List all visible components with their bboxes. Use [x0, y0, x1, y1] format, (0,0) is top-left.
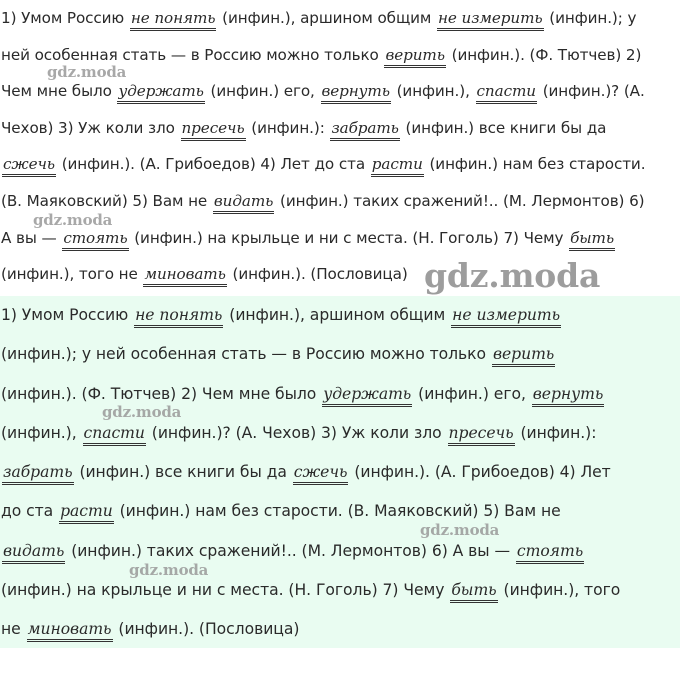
text-segment: 1) Умом Россию [1, 306, 134, 324]
infinitive-word: забрать [330, 119, 399, 141]
infinitive-word: стоять [62, 229, 128, 251]
text-segment: (инфин.) его, [413, 384, 531, 403]
infinitive-word: сжечь [293, 463, 349, 485]
text-segment: не [1, 620, 26, 639]
infinitive-word: стоять [516, 542, 584, 564]
answer-text-block-2 [0, 296, 680, 648]
text-segment: (инфин.), того не [1, 265, 143, 284]
infinitive-word: видать [2, 542, 65, 564]
text-segment: (инфин.). (А. Грибоедов) 4) Лет [349, 463, 611, 482]
infinitive-word: пресечь [448, 424, 515, 446]
text-segment: (инфин.); у ней особенная стать — в Россию можно только [1, 345, 491, 364]
text-line [1, 532, 680, 571]
infinitive-word: удержать [322, 385, 412, 407]
text-segment: ней особенная стать — в Россию можно только [1, 45, 384, 64]
infinitive-word: не понять [130, 9, 217, 31]
text-segment: (инфин.) таких сражений!.. (М. Лермонтов) 6) А вы — [66, 541, 515, 560]
text-segment: (инфин.) его, [205, 82, 320, 101]
text-segment: (инфин.). (А. Грибоедов) 4) Лет до ста [56, 155, 370, 174]
infinitive-word: расти [371, 155, 424, 177]
infinitive-word: миновать [27, 620, 113, 642]
infinitive-word: вернуть [532, 385, 605, 407]
infinitive-word: спасти [83, 424, 146, 446]
watermark-logo: gdz.moda [47, 63, 127, 81]
infinitive-word: миновать [143, 265, 226, 287]
infinitive-word: верить [492, 345, 555, 367]
infinitive-word: расти [59, 502, 114, 524]
infinitive-word: не измерить [437, 9, 544, 31]
text-segment: Чем мне было [1, 82, 117, 101]
text-segment: (инфин.) все книги бы да [74, 463, 292, 482]
text-segment: (инфин.), аршином общим [217, 9, 437, 27]
infinitive-word: не измерить [451, 306, 561, 328]
text-segment: (инфин.), [391, 82, 475, 101]
infinitive-word: забрать [2, 463, 74, 485]
text-line [1, 610, 680, 649]
text-segment: (инфин.) на крыльце и ни с места. (Н. Гоголь) 7) Чему [1, 581, 450, 600]
text-segment: А вы — [1, 228, 62, 247]
infinitive-word: быть [569, 229, 615, 251]
text-segment: до ста [1, 502, 59, 521]
infinitive-word: верить [384, 46, 445, 68]
text-line [1, 492, 680, 531]
answer-text-block-1 [0, 0, 680, 296]
text-segment: (инфин.), [1, 423, 82, 442]
text-line [1, 110, 680, 147]
text-line [1, 0, 680, 37]
text-segment: (инфин.). (Пословица) [227, 265, 408, 284]
text-line [1, 146, 680, 183]
infinitive-word: пресечь [181, 119, 246, 141]
text-line [1, 571, 680, 610]
text-segment: (инфин.). (Пословица) [113, 620, 300, 639]
text-line [1, 453, 680, 492]
text-segment: (инфин.)? (А. [537, 82, 645, 101]
text-segment: (В. Маяковский) 5) Вам не [1, 191, 212, 210]
text-segment: Чехов) 3) Уж коли зло [1, 118, 180, 137]
infinitive-word: не понять [134, 306, 223, 328]
text-segment: (инфин.), того [498, 581, 621, 600]
text-segment: 1) Умом Россию [1, 9, 129, 27]
infinitive-word: удержать [117, 82, 204, 104]
text-line [1, 296, 680, 335]
infinitive-word: вернуть [321, 82, 391, 104]
text-segment: (инфин.) нам без старости. [424, 155, 646, 174]
text-segment: (инфин.) все книги бы да [400, 118, 607, 137]
text-segment: (инфин.). (Ф. Тютчев) 2) [446, 45, 642, 64]
text-segment: (инфин.), аршином общим [224, 306, 451, 324]
text-segment: (инфин.) таких сражений!.. (М. Лермонтов) 6) [275, 191, 645, 210]
infinitive-word: быть [450, 581, 497, 603]
text-segment: (инфин.): [246, 118, 330, 137]
infinitive-word: видать [213, 192, 274, 214]
text-segment: (инфин.); у [544, 9, 637, 27]
watermark-logo: gdz.moda [424, 256, 601, 295]
watermark-logo: gdz.moda [420, 521, 500, 539]
text-segment: (инфин.) на крыльце и ни с места. (Н. Гоголь) 7) Чему [129, 228, 569, 247]
text-segment: (инфин.): [515, 423, 597, 442]
watermark-logo: gdz.moda [129, 561, 209, 579]
watermark-logo: gdz.moda [33, 211, 113, 229]
infinitive-word: спасти [476, 82, 537, 104]
text-segment: (инфин.)? (А. Чехов) 3) Уж коли зло [146, 423, 447, 442]
text-segment: (инфин.) нам без старости. (В. Маяковский) 5) Вам не [114, 502, 561, 521]
text-segment: (инфин.). (Ф. Тютчев) 2) Чем мне было [1, 384, 322, 403]
infinitive-word: сжечь [2, 155, 56, 177]
watermark-logo: gdz.moda [102, 403, 182, 421]
text-line [1, 335, 680, 374]
